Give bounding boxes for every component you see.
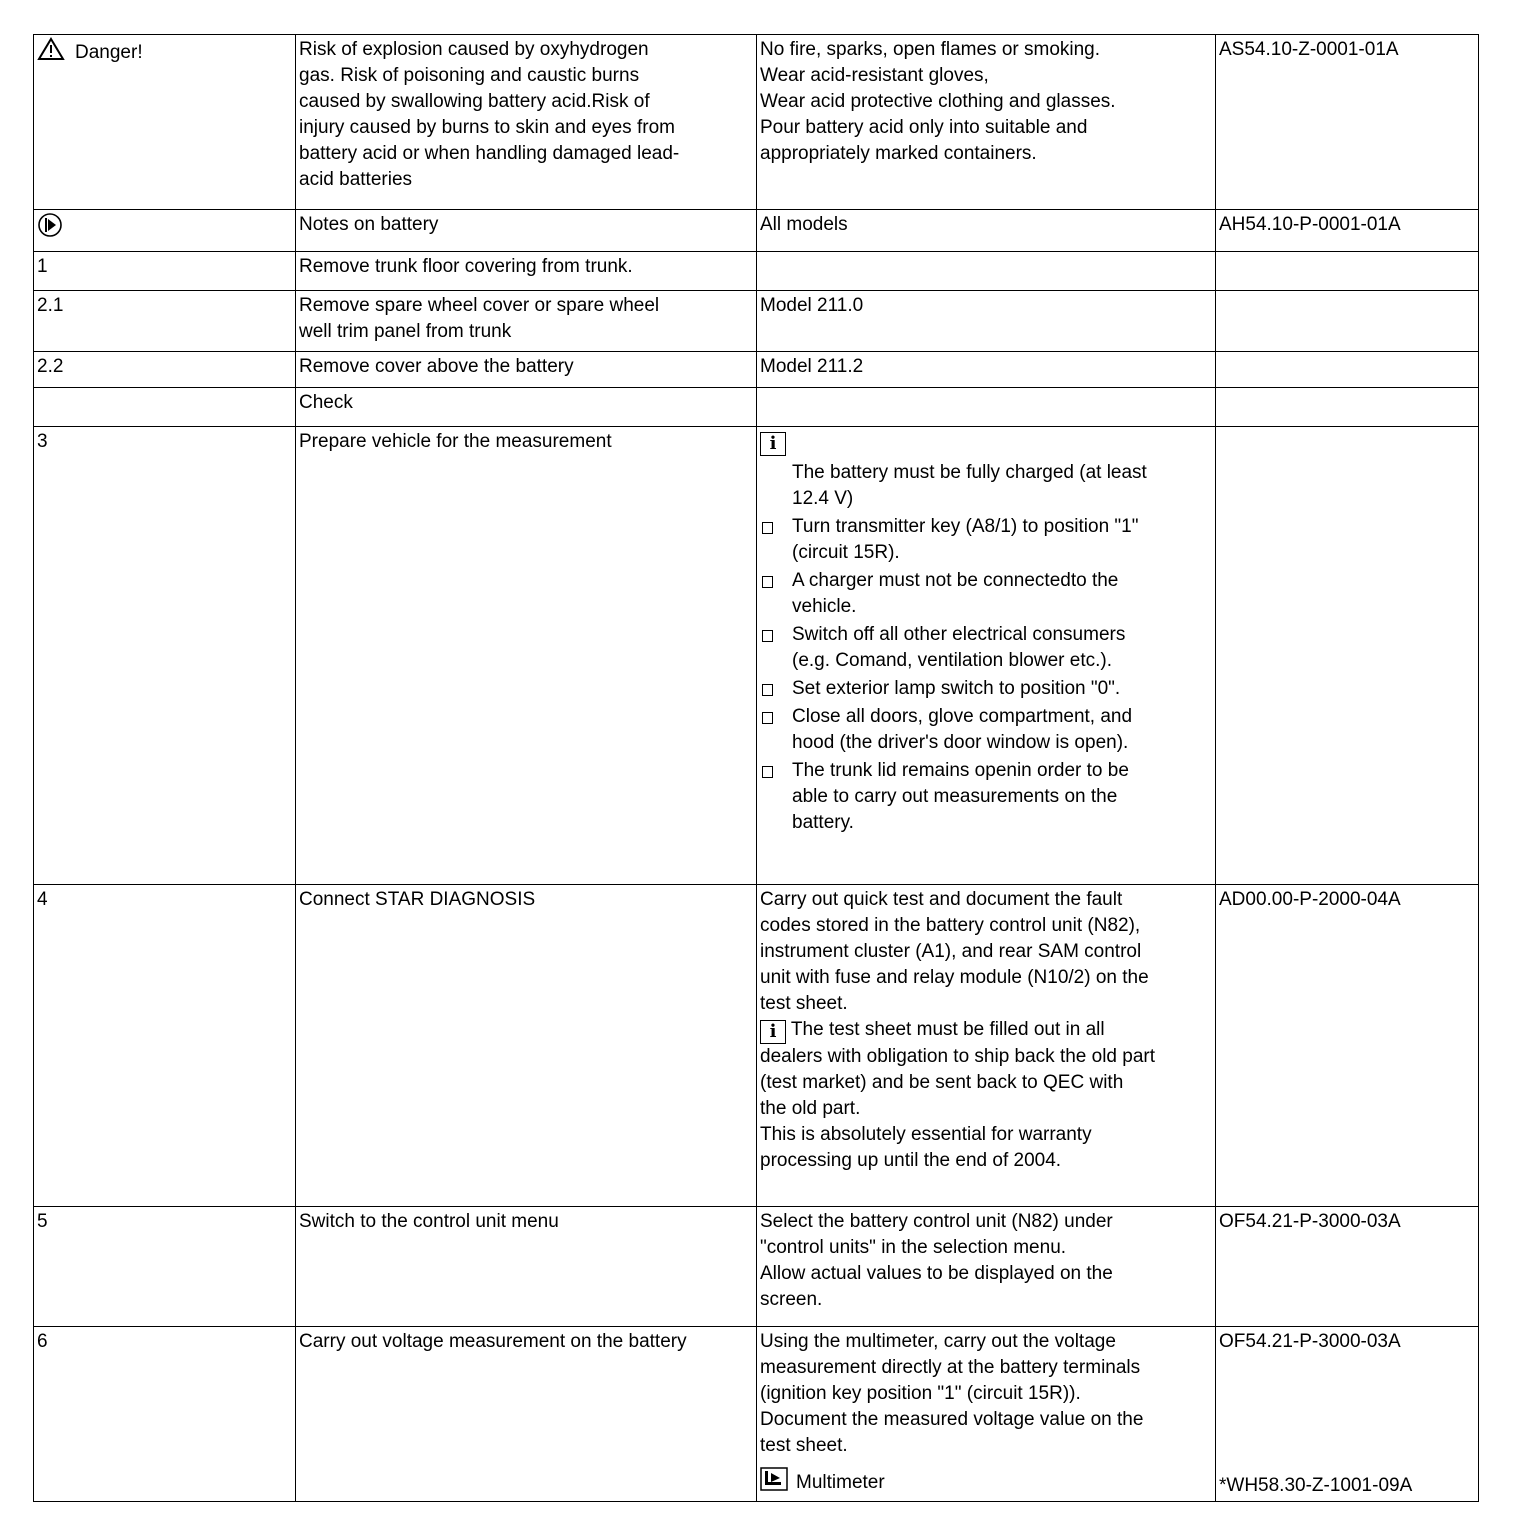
step-row	[34, 427, 1479, 885]
info-line: The test sheet must be filled out in all	[786, 1019, 1105, 1040]
checkbox-bullet-icon	[762, 684, 773, 696]
danger-ref-cell	[1216, 35, 1479, 210]
tool-reference-link[interactable]: *WH58.30-Z-1001-09A	[1219, 1475, 1413, 1496]
info-line: the old part.	[760, 1098, 861, 1119]
step-row	[34, 1207, 1479, 1327]
step-detail-cell	[757, 388, 1216, 427]
notes-text: Notes on battery	[299, 214, 439, 235]
step-text-line: well trim panel from trunk	[299, 321, 512, 342]
step-text: Remove cover above the battery	[299, 356, 574, 377]
step-text: Prepare vehicle for the measurement	[299, 431, 612, 452]
detail-line: test sheet.	[760, 1435, 848, 1456]
bullet-line: A charger must not be connectedto the	[792, 570, 1119, 591]
detail-line: Carry out quick test and document the fault	[760, 889, 1123, 910]
list-item	[760, 676, 1212, 702]
danger-line: battery acid or when handling damaged lead-	[299, 143, 680, 164]
step-text: Connect STAR DIAGNOSIS	[299, 889, 536, 910]
info-icon: i	[760, 432, 786, 456]
step-detail-cell	[757, 252, 1216, 291]
step-number-cell	[34, 352, 296, 388]
tool-name: Multimeter	[796, 1472, 885, 1493]
checkbox-bullet-icon	[762, 766, 773, 778]
notes-ref-cell	[1216, 210, 1479, 252]
bullet-line: Turn transmitter key (A8/1) to position "1"	[792, 516, 1139, 537]
remedy-line: appropriately marked containers.	[760, 143, 1037, 164]
info-icon: i	[760, 1020, 786, 1044]
step-ref-cell	[1216, 427, 1479, 885]
step-detail-cell	[757, 1207, 1216, 1327]
list-item	[760, 758, 1212, 836]
detail-line: measurement directly at the battery terminals	[760, 1357, 1141, 1378]
detail-line: "control units" in the selection menu.	[760, 1237, 1067, 1258]
detail-line: instrument cluster (A1), and rear SAM control	[760, 941, 1142, 962]
detail-line: Select the battery control unit (N82) under	[760, 1211, 1113, 1232]
step-text-cell	[296, 291, 757, 352]
step-number: 2.1	[37, 295, 64, 316]
model-applicability: Model 211.2	[760, 356, 864, 377]
step-ref-cell	[1216, 352, 1479, 388]
info-line: 12.4 V)	[792, 488, 854, 509]
detail-line: Allow actual values to be displayed on the	[760, 1263, 1113, 1284]
step-detail-cell	[757, 352, 1216, 388]
step-ref-cell	[1216, 252, 1479, 291]
step-detail-cell	[757, 291, 1216, 352]
detail-line: (ignition key position "1" (circuit 15R)).	[760, 1383, 1081, 1404]
step-text-cell	[296, 252, 757, 291]
list-item	[760, 622, 1212, 674]
notes-applies-cell	[757, 210, 1216, 252]
info-note	[760, 1017, 1212, 1044]
step-row	[34, 291, 1479, 352]
info-line: This is absolutely essential for warranty	[760, 1124, 1092, 1145]
step-number-cell	[34, 291, 296, 352]
info-line: dealers with obligation to ship back the old part	[760, 1046, 1156, 1067]
remedy-line: Wear acid-resistant gloves,	[760, 65, 989, 86]
step-number-cell	[34, 885, 296, 1207]
step-row	[34, 252, 1479, 291]
bullet-line: Switch off all other electrical consumers	[792, 624, 1126, 645]
step-number: 1	[37, 256, 48, 277]
info-note	[760, 460, 1212, 512]
step-text-cell	[296, 352, 757, 388]
step-ref-cell	[1216, 885, 1479, 1207]
detail-line: unit with fuse and relay module (N10/2) on the	[760, 967, 1149, 988]
step-number-cell	[34, 427, 296, 885]
detail-line: codes stored in the battery control unit (N82),	[760, 915, 1141, 936]
info-line: processing up until the end of 2004.	[760, 1150, 1062, 1171]
notes-text-cell	[296, 210, 757, 252]
info-line: The battery must be fully charged (at least	[792, 462, 1147, 483]
list-item	[760, 568, 1212, 620]
checkbox-bullet-icon	[762, 712, 773, 724]
detail-line: test sheet.	[760, 993, 848, 1014]
danger-label-cell	[34, 35, 296, 210]
danger-line: Risk of explosion caused by oxyhydrogen	[299, 39, 649, 60]
check-row	[34, 388, 1479, 427]
danger-row	[34, 35, 1479, 210]
list-item	[760, 514, 1212, 566]
step-text-cell	[296, 1327, 757, 1502]
step-ref-cell	[1216, 291, 1479, 352]
step-ref-cell	[1216, 1207, 1479, 1327]
bullet-line: Set exterior lamp switch to position "0".	[792, 678, 1121, 699]
step-text: Remove trunk floor covering from trunk.	[299, 256, 633, 277]
bullet-line: vehicle.	[792, 596, 857, 617]
remedy-line: Pour battery acid only into suitable and	[760, 117, 1088, 138]
step-number-cell	[34, 1327, 296, 1502]
detail-line: Using the multimeter, carry out the voltage	[760, 1331, 1116, 1352]
step-ref-cell	[1216, 388, 1479, 427]
bullet-line: The trunk lid remains openin order to be	[792, 760, 1129, 781]
step-row	[34, 352, 1479, 388]
step-number: 2.2	[37, 356, 64, 377]
danger-line: acid batteries	[299, 169, 413, 190]
detail-line: Document the measured voltage value on the	[760, 1409, 1144, 1430]
check-heading: Check	[299, 392, 353, 413]
danger-line: caused by swallowing battery acid.Risk of	[299, 91, 650, 112]
bullet-line: Close all doors, glove compartment, and	[792, 706, 1133, 727]
warning-triangle-icon	[37, 37, 65, 61]
info-line: (test market) and be sent back to QEC with	[760, 1072, 1124, 1093]
document-reference-link[interactable]: AS54.10-Z-0001-01A	[1219, 39, 1399, 60]
step-text-line: Remove spare wheel cover or spare wheel	[299, 295, 660, 316]
bullet-line: able to carry out measurements on the	[792, 786, 1118, 807]
notes-applies: All models	[760, 214, 848, 235]
document-reference-link[interactable]: AD00.00-P-2000-04A	[1219, 889, 1401, 910]
step-number-cell	[34, 388, 296, 427]
step-text-cell	[296, 427, 757, 885]
repair-procedure-table	[33, 34, 1479, 1502]
step-text-cell	[296, 885, 757, 1207]
danger-remedy-cell	[757, 35, 1216, 210]
danger-description-cell	[296, 35, 757, 210]
model-applicability: Model 211.0	[760, 295, 864, 316]
detail-line: screen.	[760, 1289, 823, 1310]
remedy-line: No fire, sparks, open flames or smoking.	[760, 39, 1101, 60]
bullet-line: (circuit 15R).	[792, 542, 900, 563]
list-item	[760, 704, 1212, 756]
notes-play-icon	[37, 212, 63, 238]
danger-line: gas. Risk of poisoning and caustic burns	[299, 65, 640, 86]
step-number: 5	[37, 1211, 48, 1232]
danger-line: injury caused by burns to skin and eyes from	[299, 117, 675, 138]
document-reference-link[interactable]: OF54.21-P-3000-03A	[1219, 1331, 1401, 1352]
document-reference-link[interactable]: OF54.21-P-3000-03A	[1219, 1211, 1401, 1232]
step-text: Switch to the control unit menu	[299, 1211, 559, 1232]
step-text-cell	[296, 1207, 757, 1327]
bullet-line: (e.g. Comand, ventilation blower etc.).	[792, 650, 1112, 671]
check-heading-cell	[296, 388, 757, 427]
step-row	[34, 885, 1479, 1207]
step-text: Carry out voltage measurement on the battery	[299, 1331, 687, 1352]
checkbox-bullet-icon	[762, 576, 773, 588]
step-number: 4	[37, 889, 48, 910]
step-detail-cell	[757, 427, 1216, 885]
checkbox-bullet-icon	[762, 630, 773, 642]
tool-entry	[760, 1467, 1212, 1496]
bullet-line: battery.	[792, 812, 854, 833]
special-tool-icon	[760, 1467, 788, 1491]
bullet-line: hood (the driver's door window is open).	[792, 732, 1129, 753]
step-number: 6	[37, 1331, 48, 1352]
step-row	[34, 1327, 1479, 1502]
step-ref-cell	[1216, 1327, 1479, 1502]
step-number-cell	[34, 1207, 296, 1327]
remedy-line: Wear acid protective clothing and glasses.	[760, 91, 1116, 112]
step-detail-cell	[757, 885, 1216, 1207]
notes-row	[34, 210, 1479, 252]
step-number-cell	[34, 252, 296, 291]
step-detail-cell	[757, 1327, 1216, 1502]
document-reference-link[interactable]: AH54.10-P-0001-01A	[1219, 214, 1401, 235]
danger-label: Danger!	[75, 42, 143, 63]
checkbox-bullet-icon	[762, 522, 773, 534]
step-number: 3	[37, 431, 48, 452]
notes-icon-cell	[34, 210, 296, 252]
